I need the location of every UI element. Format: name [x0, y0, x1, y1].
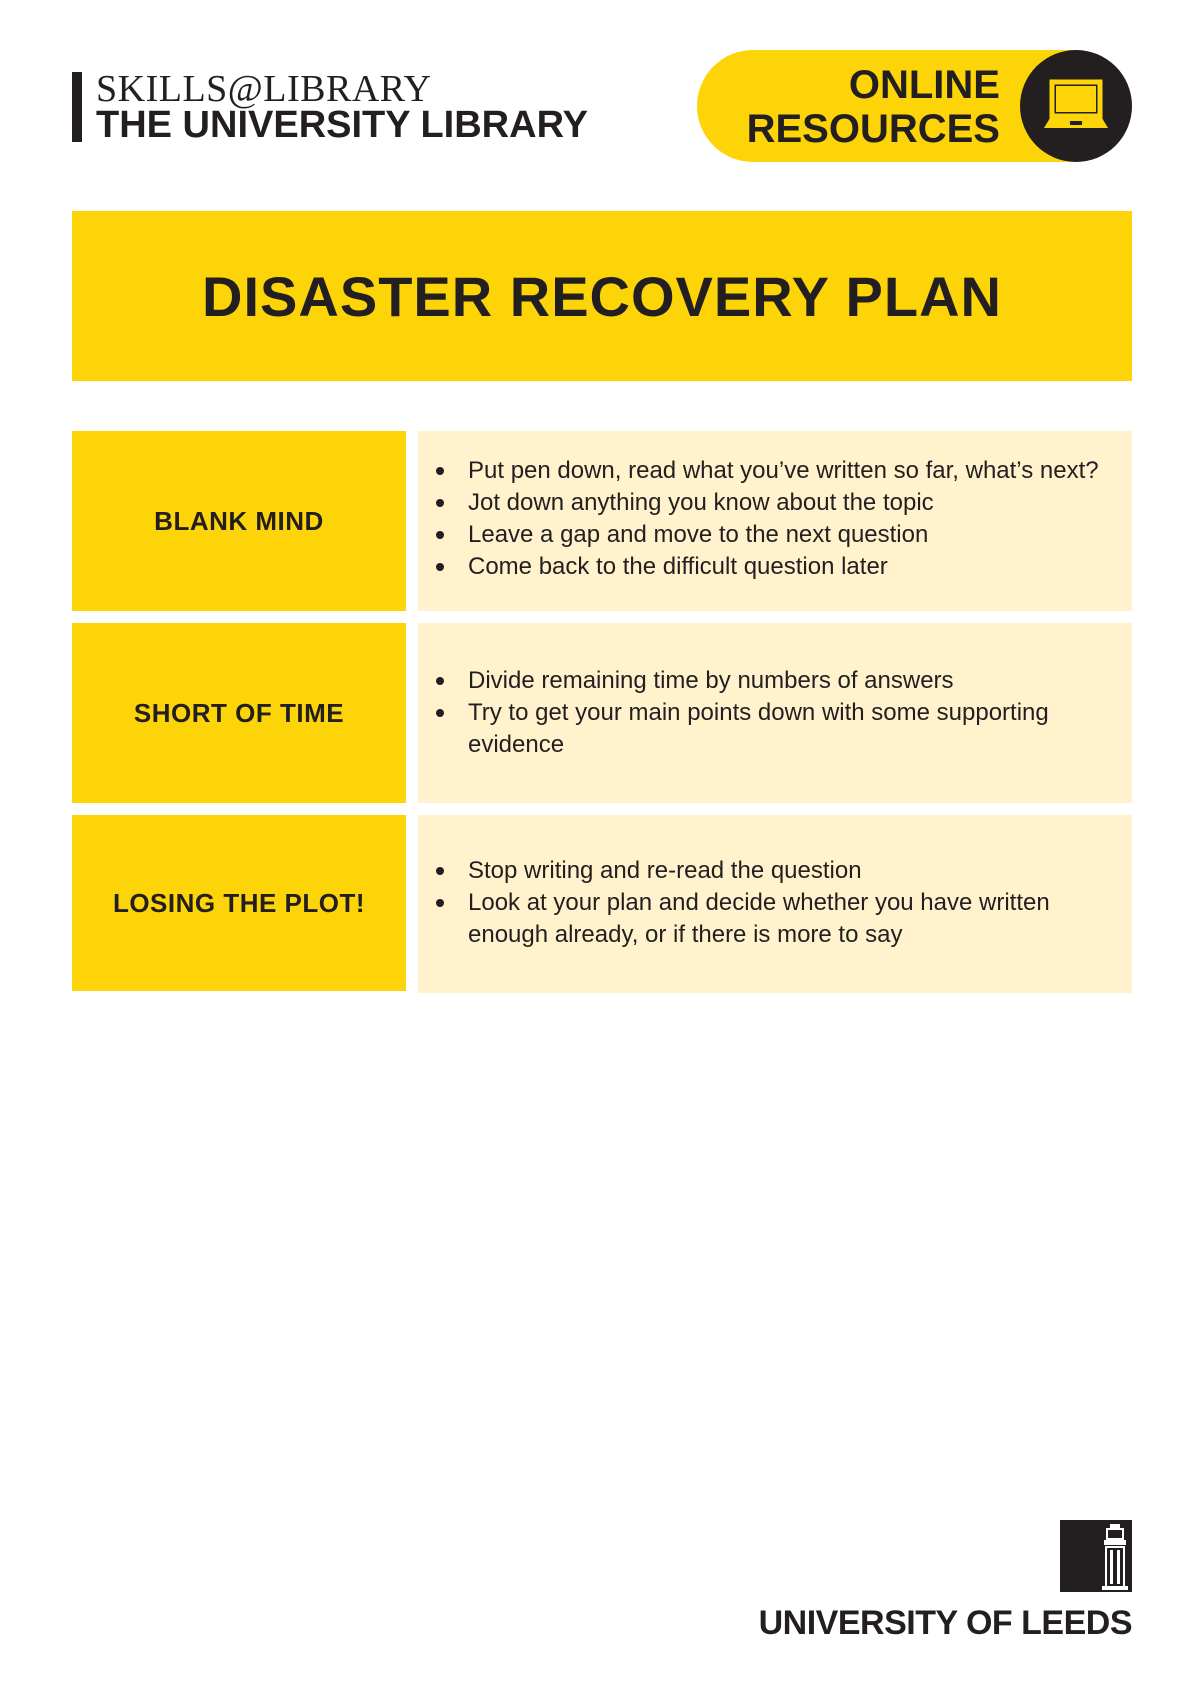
brand-bar — [72, 72, 82, 142]
laptop-icon — [1020, 50, 1132, 162]
tip-item: Look at your plan and decide whether you have written enough already, or if there is more to say — [432, 887, 1118, 951]
tip-item: Try to get your main points down with some supporting evidence — [432, 697, 1118, 761]
tip-item: Jot down anything you know about the topic — [432, 487, 1118, 519]
tip-item: Stop writing and re-read the question — [432, 855, 1118, 887]
row-losing-the-plot — [72, 815, 1132, 993]
row-blank-mind — [72, 431, 1132, 611]
row-label: BLANK MIND — [72, 431, 406, 611]
university-logo — [732, 1520, 1132, 1640]
row-tips — [418, 623, 1132, 803]
brand-university-library: THE UNIVERSITY LIBRARY — [96, 104, 588, 146]
row-label: LOSING THE PLOT! — [72, 815, 406, 991]
resources-label: RESOURCES — [746, 107, 1000, 151]
row-short-of-time — [72, 623, 1132, 803]
row-label: SHORT OF TIME — [72, 623, 406, 803]
brand-skills-library: SKILLS@LIBRARY — [96, 68, 432, 110]
online-resources-badge — [697, 50, 1132, 162]
online-resources-text — [747, 63, 1000, 151]
tip-item: Divide remaining time by numbers of answers — [432, 665, 1118, 697]
leeds-tower-icon — [1060, 1520, 1132, 1592]
row-tips — [418, 431, 1132, 611]
page-title: DISASTER RECOVERY PLAN — [202, 264, 1002, 328]
title-banner — [72, 211, 1132, 381]
tip-item: Put pen down, read what you’ve written so far, what’s next? — [432, 455, 1118, 487]
tip-item: Come back to the difficult question later — [432, 551, 1118, 583]
online-label: ONLINE — [848, 63, 1000, 107]
tip-item: Leave a gap and move to the next question — [432, 519, 1118, 551]
row-tips — [418, 815, 1132, 993]
university-name: UNIVERSITY OF LEEDS — [758, 1604, 1132, 1642]
